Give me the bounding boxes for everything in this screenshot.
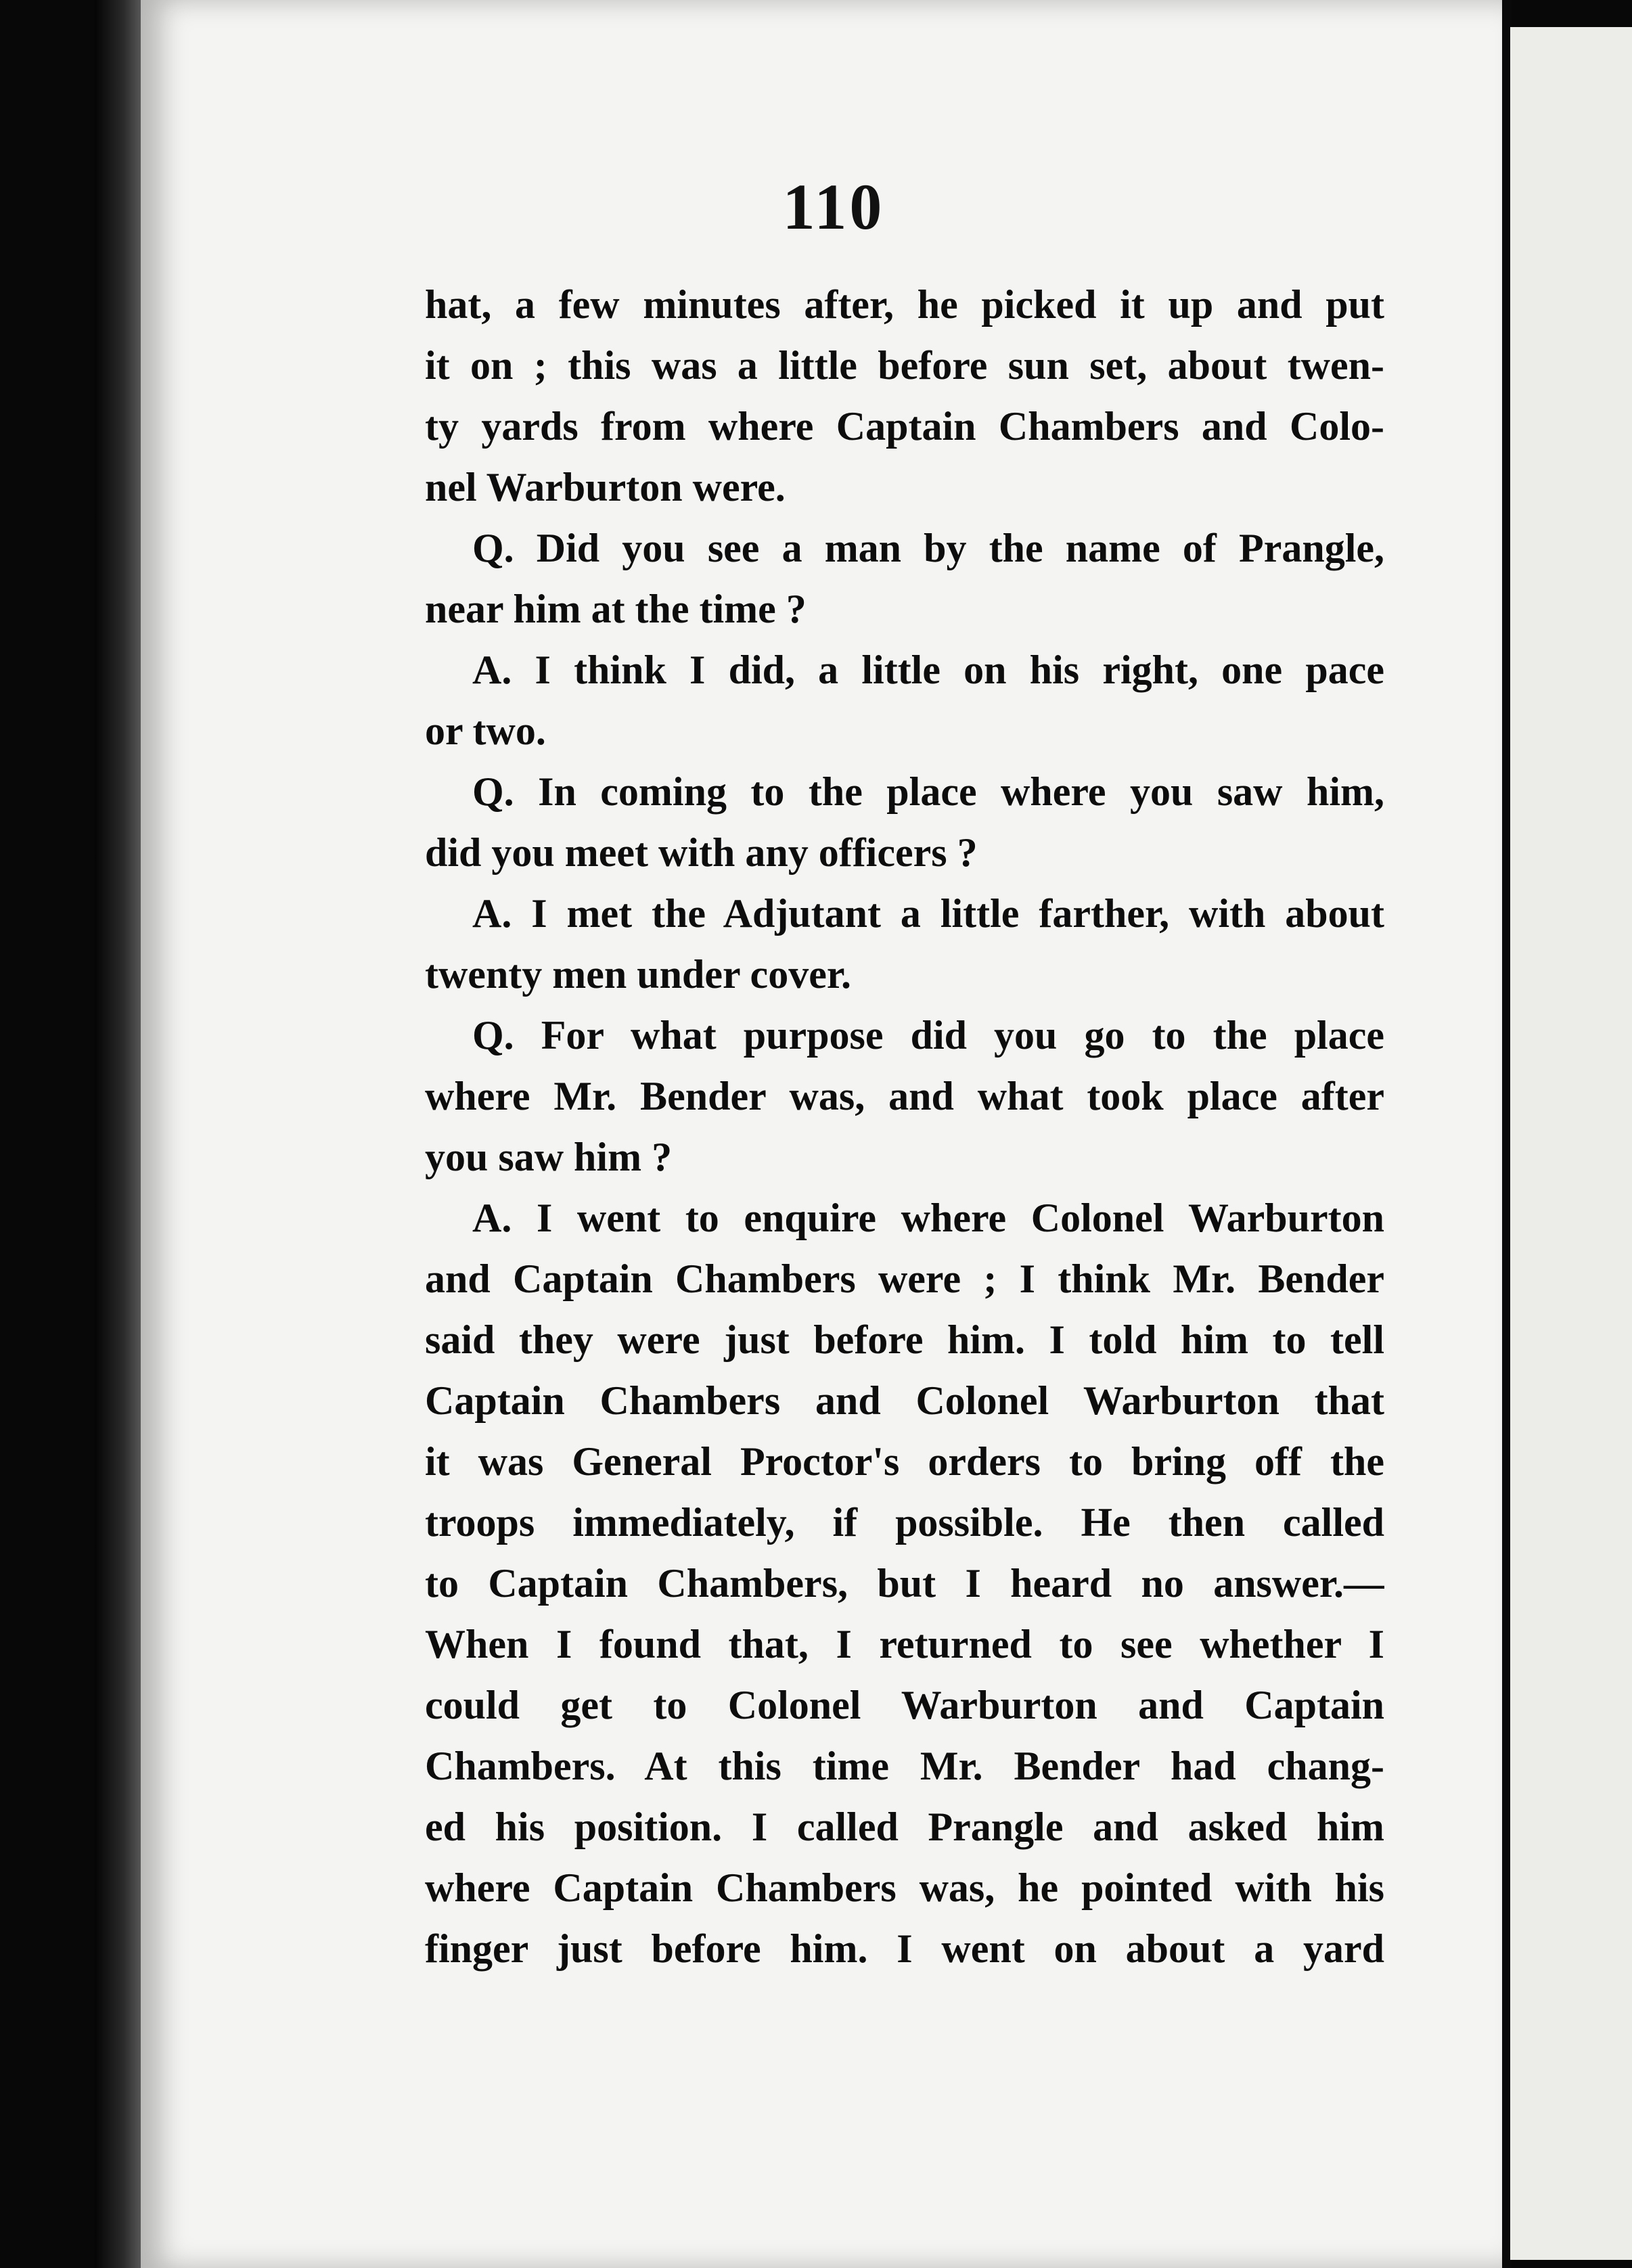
text-line: A. I think I did, a little on his right, one pace (472, 648, 1384, 692)
question-paragraph (425, 518, 1384, 639)
facing-page-edge (1510, 27, 1632, 2260)
paragraph (425, 274, 1384, 518)
page-edge-shadow (95, 0, 142, 2268)
answer-paragraph (425, 883, 1384, 1005)
text-line: When I found that, I returned to see whether I (425, 1622, 1384, 1666)
page-body-text (425, 274, 1384, 1979)
text-line: ty yards from where Captain Chambers and Colo- (425, 404, 1384, 449)
question-paragraph (425, 761, 1384, 883)
text-line: could get to Colonel Warburton and Captain (425, 1683, 1384, 1727)
text-line: and Captain Chambers were ; I think Mr. Bender (425, 1256, 1384, 1301)
text-line: twenty men under cover. (425, 952, 851, 997)
answer-paragraph (425, 1187, 1384, 1979)
text-line: Q. For what purpose did you go to the place (472, 1013, 1384, 1058)
text-line: Chambers. At this time Mr. Bender had chang- (425, 1744, 1384, 1788)
text-line: where Mr. Bender was, and what took place after (425, 1074, 1384, 1118)
text-line: A. I went to enquire where Colonel Warburton (472, 1196, 1384, 1240)
text-line: ed his position. I called Prangle and asked him (425, 1805, 1384, 1849)
text-line: troops immediately, if possible. He then called (425, 1500, 1384, 1545)
text-line: you saw him ? (425, 1135, 673, 1179)
text-line: to Captain Chambers, but I heard no answer.— (425, 1561, 1384, 1606)
text-line: A. I met the Adjutant a little farther, with about (472, 891, 1384, 936)
text-line: it was General Proctor's orders to bring off the (425, 1439, 1384, 1484)
answer-paragraph (425, 639, 1384, 761)
text-line: nel Warburton were. (425, 465, 786, 509)
text-line: it on ; this was a little before sun set, about twen- (425, 343, 1384, 388)
page-number: 110 (782, 171, 885, 243)
text-line: finger just before him. I went on about a yard (425, 1926, 1384, 1971)
text-line: Q. In coming to the place where you saw him, (472, 769, 1384, 814)
question-paragraph (425, 1005, 1384, 1187)
text-line: or two. (425, 708, 546, 753)
text-line: Q. Did you see a man by the name of Prangle, (472, 526, 1384, 570)
text-line: near him at the time ? (425, 587, 807, 631)
text-line: did you meet with any officers ? (425, 830, 978, 875)
text-line: where Captain Chambers was, he pointed with his (425, 1865, 1384, 1910)
text-line: Captain Chambers and Colonel Warburton that (425, 1378, 1384, 1423)
text-line: said they were just before him. I told him to tell (425, 1317, 1384, 1362)
text-line: hat, a few minutes after, he picked it up and put (425, 282, 1384, 327)
